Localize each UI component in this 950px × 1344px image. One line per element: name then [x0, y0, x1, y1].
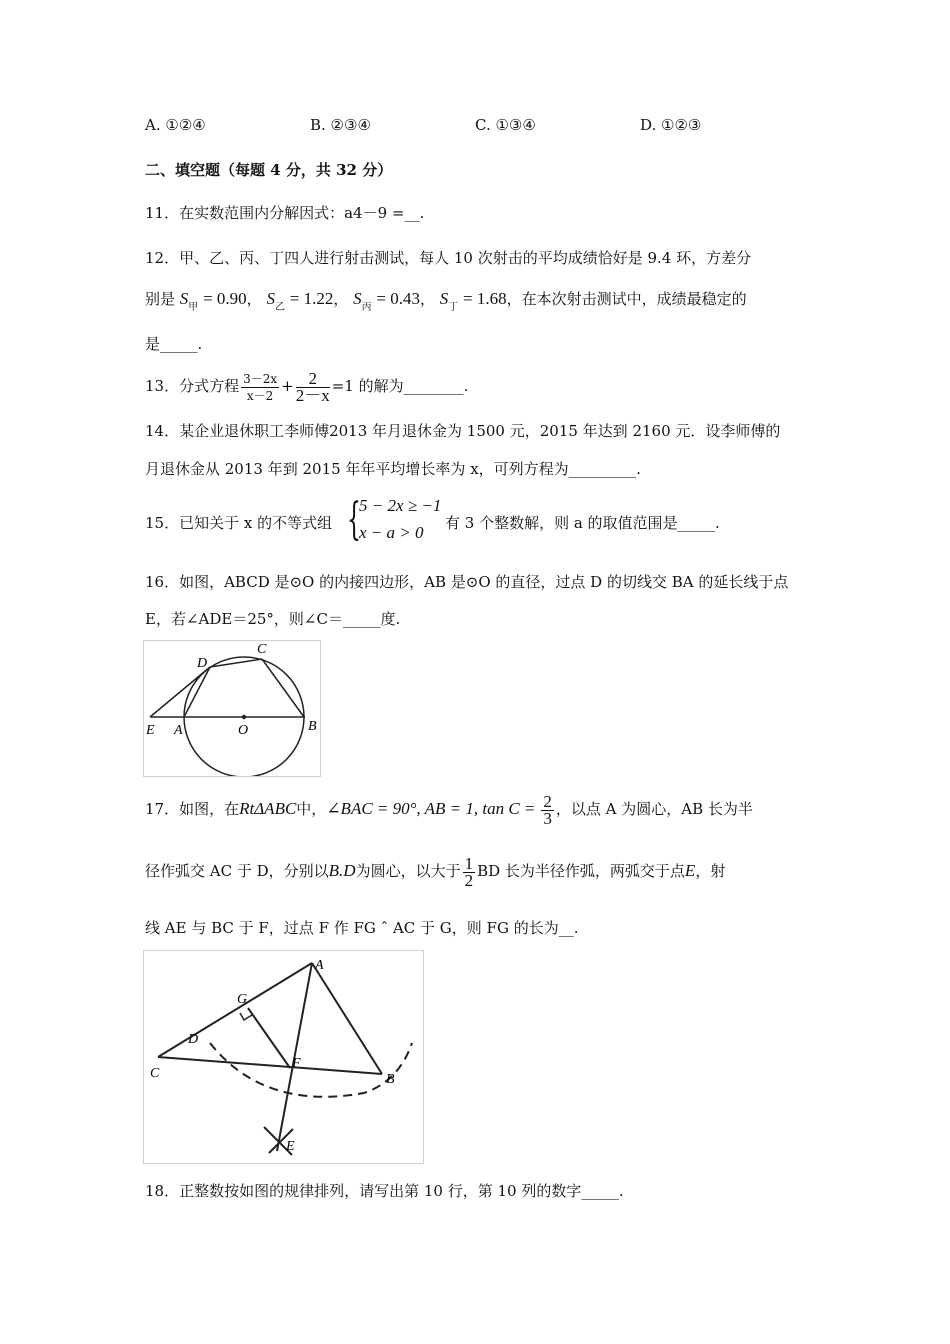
- fig16-label-d: D: [197, 656, 208, 671]
- fig16-label-b: B: [308, 719, 317, 734]
- fig16-line-ad: [184, 667, 210, 717]
- fig17-line-ab: [312, 963, 382, 1074]
- fig16-center-dot: [242, 715, 246, 719]
- question-14-line2: 月退休金从 2013 年到 2015 年年平均增长率为 x，可列方程为_________.: [145, 460, 641, 478]
- fig16-label-c: C: [257, 642, 267, 657]
- q12-variance-jia: = 0.90: [203, 289, 247, 308]
- q17-triangle: RtΔABC: [239, 799, 297, 818]
- fig17-line-fg: [248, 1008, 290, 1068]
- q15-inequality-1: 5 − 2x ≥ −1: [359, 496, 442, 515]
- question-11: 11．在实数范围内分解因式：a4－9 =__.: [145, 204, 425, 222]
- q13-fraction-2: $\frac{2}{2-x}$: [295, 368, 330, 405]
- q12-variance-ding: = 1.68: [463, 289, 507, 308]
- q17-line2-c: BD 长为半径作弧，两弧交于点: [477, 862, 685, 880]
- question-17-line1: [145, 787, 753, 831]
- q12-sub-jia: 甲: [188, 302, 199, 313]
- question-17-line3: 线 AE 与 BC 于 F，过点 F 作 FG ˆ AC 于 G，则 FG 的长为__.: [145, 919, 579, 937]
- fig17-line-ac: [158, 963, 312, 1057]
- fig16-line-cb: [262, 659, 304, 717]
- question-12-line1: 12．甲、乙、丙、丁四人进行射击测试，每人 10 次射击的平均成绩恰好是 9.4 环，方差分: [145, 249, 752, 267]
- figure-16-svg: [144, 641, 320, 776]
- q12-prefix: 别是: [145, 290, 176, 308]
- q12-sub-bing: 丙: [361, 302, 372, 313]
- q15-suffix: 有 3 个整数解，则 a 的取值范围是_____.: [445, 514, 720, 532]
- q13-fraction-1: $\frac{3-2x}{x-2}$: [243, 371, 278, 403]
- question-18: 18．正整数按如图的规律排列，请写出第 10 行，第 10 列的数字_____.: [145, 1182, 624, 1200]
- fig17-label-b: B: [386, 1072, 395, 1087]
- fig17-label-g: G: [237, 992, 248, 1007]
- q17-tan-fraction: $\frac{2}{3}$: [543, 791, 552, 828]
- q17-mid: 中，: [296, 800, 327, 818]
- fig17-label-e: E: [286, 1139, 295, 1154]
- q13-prefix: 13．分式方程: [145, 377, 240, 395]
- q13-plus: +: [281, 377, 294, 395]
- fig17-right-angle-mark: [240, 1013, 252, 1020]
- question-16-line1: 16．如图，ABCD 是⊙O 的内接四边形，AB 是⊙O 的直径，过点 D 的切线交 BA 的延长线于点: [145, 573, 789, 591]
- question-14-line1: 14．某企业退休职工李师傅2013 年月退休金为 1500 元，2015 年达到 2160 元．设李师傅的: [145, 422, 781, 440]
- q17-line1-suffix: ，以点 A 为圆心，AB 长为半: [555, 800, 753, 818]
- q17-line2-bd: B.D: [328, 861, 356, 880]
- q13-suffix: =1 的解为________.: [331, 377, 469, 395]
- fig17-label-c: C: [150, 1066, 160, 1081]
- q17-prefix: 17．如图，在: [145, 800, 240, 818]
- q17-condition: ∠BAC = 90°, AB = 1, tan C =: [326, 799, 536, 818]
- question-16-line2: E，若∠ADE＝25°，则∠C＝_____度.: [145, 610, 401, 628]
- fig17-label-a: A: [315, 958, 324, 973]
- q12-sub-yi: 乙: [274, 302, 285, 313]
- option-b: B. ②③④: [310, 116, 371, 134]
- fig17-line-cb: [158, 1057, 382, 1074]
- fig16-label-o: O: [238, 723, 249, 738]
- q15-brace: {: [347, 494, 361, 545]
- figure-17-svg: [144, 951, 423, 1163]
- fig17-label-d: D: [188, 1032, 199, 1047]
- fig16-label-e: E: [146, 723, 155, 738]
- question-12-line2: 别是 $S_甲 = 0.90$， $S_乙 = 1.22$， $S_丙 = 0.43$， $S_丁 = 1.68$，在本次射击测试中，成绩最稳定的: [145, 289, 747, 313]
- q17-line2-e: E: [684, 861, 696, 880]
- q15-prefix: 15．已知关于 x 的不等式组: [145, 514, 333, 532]
- figure-16: [143, 640, 321, 777]
- q17-line2-a: 径作弧交 AC 于 D，分别以: [145, 862, 329, 880]
- q12-suffix: ，在本次射击测试中，成绩最稳定的: [506, 290, 747, 308]
- q17-half-fraction: $\frac{1}{2}$: [464, 853, 474, 890]
- q15-inequality-2: x − a > 0: [359, 523, 424, 542]
- q17-line2-b: 为圆心，以大于: [355, 862, 461, 880]
- fig16-tangent-ed: [150, 667, 210, 717]
- question-13: [145, 368, 468, 404]
- question-12-line3: 是_____.: [145, 335, 203, 353]
- q12-variance-yi: = 1.22: [289, 289, 334, 308]
- fig16-label-a: A: [174, 723, 183, 738]
- option-c: C. ①③④: [475, 116, 536, 134]
- figure-17: [143, 950, 424, 1164]
- option-d: D. ①②③: [640, 116, 702, 134]
- q12-sub-ding: 丁: [448, 302, 459, 313]
- option-a: A. ①②④: [145, 116, 206, 134]
- question-17-line2: [145, 849, 725, 893]
- fig17-arc: [210, 1043, 412, 1097]
- fig17-label-f: F: [292, 1056, 301, 1071]
- q17-line2-d: ，射: [695, 862, 726, 880]
- q12-variance-bing: = 0.43: [376, 289, 420, 308]
- section-title: 二、填空题（每题 4 分，共 32 分）: [145, 161, 393, 179]
